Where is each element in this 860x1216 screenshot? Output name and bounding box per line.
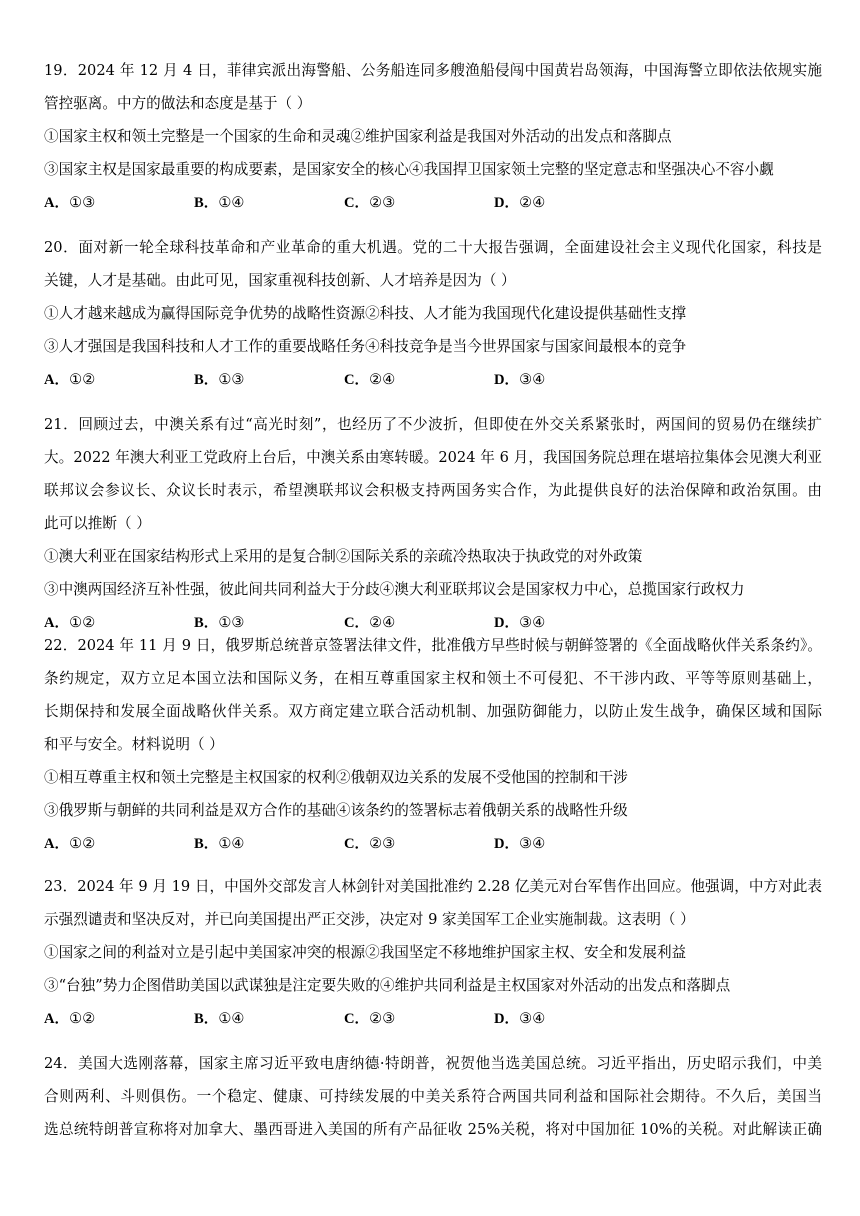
option-b [194, 1002, 344, 1035]
answer-options [44, 827, 822, 860]
option-label: D． [494, 372, 520, 388]
answer-options [44, 1002, 822, 1035]
option-label: A． [44, 372, 70, 388]
option-label: C． [344, 1011, 370, 1027]
statement-line: ①相互尊重主权和领土完整是主权国家的权利②俄朝双边关系的发展不受他国的控制和干涉 [44, 769, 628, 786]
option-c [344, 363, 494, 396]
option-value: ①④ [218, 1010, 245, 1027]
option-label: A． [44, 615, 70, 631]
statement-line: ③人才强国是我国科技和人才工作的重要战略任务④科技竞争是当今世界国家与国家间最根本的竞争 [44, 338, 687, 355]
option-label: C． [344, 615, 370, 631]
question-stem-line: 条约规定，双方立足本国立法和国际义务，在相互尊重国家主权和领土不可侵犯、不干涉内政、平等等原则基础上， [44, 670, 822, 687]
question-24 [44, 1047, 822, 1146]
option-value: ①② [69, 614, 96, 631]
statement-line: ①澳大利亚在国家结构形式上采用的是复合制②国际关系的亲疏冷热取决于执政党的对外政策 [44, 548, 643, 565]
option-value: ②③ [369, 194, 396, 211]
option-value: ①④ [218, 835, 245, 852]
question-stem-line: 23．2024 年 9 月 19 日，中国外交部发言人林剑针对美国批准约 2.28 亿美元对台军售作出回应。他强调，中方对此表 [44, 878, 822, 895]
option-label: C． [344, 372, 370, 388]
question-22 [44, 629, 822, 860]
question-stem-line: 20．面对新一轮全球科技革命和产业革命的重大机遇。党的二十大报告强调，全面建设社会主义现代化国家，科技是 [44, 239, 822, 256]
option-value: ②③ [369, 1010, 396, 1027]
option-a [44, 186, 194, 219]
option-value: ③④ [519, 1010, 546, 1027]
option-b [194, 363, 344, 396]
question-19 [44, 54, 822, 219]
option-label: C． [344, 195, 370, 211]
option-label: D． [494, 195, 520, 211]
option-value: ③④ [519, 835, 546, 852]
option-c [344, 186, 494, 219]
option-d [494, 827, 644, 860]
question-stem-line: 合则两利、斗则俱伤。一个稳定、健康、可持续发展的中美关系符合两国共同利益和国际社会期待。不久后，美国当 [44, 1088, 822, 1105]
option-value: ①② [69, 835, 96, 852]
option-b [194, 827, 344, 860]
question-stem-line: 22．2024 年 11 月 9 日，俄罗斯总统普京签署法律文件，批准俄方早些时候与朝鲜签署的《全面战略伙伴关系条约》。 [44, 637, 822, 654]
option-a [44, 827, 194, 860]
option-value: ①③ [218, 614, 245, 631]
option-label: B． [194, 1011, 219, 1027]
question-stem-line: 19．2024 年 12 月 4 日，菲律宾派出海警船、公务船连同多艘渔船侵闯中国黄岩岛领海，中国海警立即依法依规实施 [44, 62, 822, 79]
option-value: ①② [69, 371, 96, 388]
option-label: D． [494, 1011, 520, 1027]
option-value: ②④ [369, 371, 396, 388]
question-stem-line: 21．回顾过去，中澳关系有过“高光时刻”，也经历了不少波折，但即使在外交关系紧张时，两国间的贸易仍在继续扩 [44, 416, 822, 433]
question-stem-line: 长期保持和发展全面战略伙伴关系。双方商定建立联合活动机制、加强防御能力，以防止发生战争，确保区域和国际 [44, 703, 822, 720]
answer-options [44, 186, 822, 219]
question-stem-line: 此可以推断（ ） [44, 515, 151, 532]
option-b [194, 186, 344, 219]
option-label: B． [194, 195, 219, 211]
option-label: C． [344, 836, 370, 852]
option-d [494, 363, 644, 396]
question-23 [44, 870, 822, 1035]
statement-line: ③俄罗斯与朝鲜的共同利益是双方合作的基础④该条约的签署标志着俄朝关系的战略性升级 [44, 802, 628, 819]
statement-line: ③中澳两国经济互补性强，彼此间共同利益大于分歧④澳大利亚联邦议会是国家权力中心，总揽国家行政权力 [44, 581, 745, 598]
option-label: B． [194, 615, 219, 631]
question-21 [44, 408, 822, 639]
option-value: ②③ [369, 835, 396, 852]
option-a [44, 1002, 194, 1035]
statement-line: ①国家之间的利益对立是引起中美国家冲突的根源②我国坚定不移地维护国家主权、安全和发展利益 [44, 944, 687, 961]
statement-line: ③国家主权是国家最重要的构成要素，是国家安全的核心④我国捍卫国家领土完整的坚定意志和坚强决心不容小觑 [44, 161, 774, 178]
option-c [344, 827, 494, 860]
question-20 [44, 231, 822, 396]
option-value: ③④ [519, 614, 546, 631]
question-stem-line: 管控驱离。中方的做法和态度是基于（ ） [44, 95, 312, 112]
question-stem-line: 示强烈谴责和坚决反对，并已向美国提出严正交涉，决定对 9 家美国军工企业实施制裁。这表明（ ） [44, 911, 695, 928]
question-stem-line: 选总统特朗普宣称将对加拿大、墨西哥进入美国的所有产品征收 25%关税，将对中国加征 10%的关税。对此解读正确 [44, 1121, 822, 1138]
option-value: ②④ [369, 614, 396, 631]
option-value: ③④ [519, 371, 546, 388]
option-value: ①③ [218, 371, 245, 388]
question-stem-line: 联邦议会参议长、众议长时表示，希望澳联邦议会积极支持两国务实合作，为此提供良好的法治保障和政治氛围。由 [44, 482, 822, 499]
option-label: B． [194, 836, 219, 852]
answer-options [44, 363, 822, 396]
question-stem-line: 关键，人才是基础。由此可见，国家重视科技创新、人才培养是因为（ ） [44, 272, 516, 289]
option-label: D． [494, 836, 520, 852]
statement-line: ①国家主权和领土完整是一个国家的生命和灵魂②维护国家利益是我国对外活动的出发点和落脚点 [44, 128, 672, 145]
option-value: ①② [69, 1010, 96, 1027]
option-a [44, 363, 194, 396]
option-d [494, 186, 644, 219]
option-label: A． [44, 1011, 70, 1027]
option-d [494, 1002, 644, 1035]
option-value: ①③ [69, 194, 96, 211]
option-value: ①④ [218, 194, 245, 211]
option-label: B． [194, 372, 219, 388]
statement-line: ①人才越来越成为赢得国际竞争优势的战略性资源②科技、人才能为我国现代化建设提供基础性支撑 [44, 305, 687, 322]
statement-line: ③“台独”势力企图借助美国以武谋独是注定要失败的④维护共同利益是主权国家对外活动的出发点和落脚点 [44, 977, 731, 994]
option-value: ②④ [519, 194, 546, 211]
option-label: A． [44, 836, 70, 852]
option-label: A． [44, 195, 70, 211]
question-stem-line: 24．美国大选刚落幕，国家主席习近平致电唐纳德·特朗普，祝贺他当选美国总统。习近平指出，历史昭示我们，中美 [44, 1055, 822, 1072]
option-label: D． [494, 615, 520, 631]
option-c [344, 1002, 494, 1035]
question-stem-line: 和平与安全。材料说明（ ） [44, 736, 224, 753]
question-stem-line: 大。2022 年澳大利亚工党政府上台后，中澳关系由寒转暖。2024 年 6 月，我国国务院总理在堪培拉集体会见澳大利亚 [44, 449, 822, 466]
